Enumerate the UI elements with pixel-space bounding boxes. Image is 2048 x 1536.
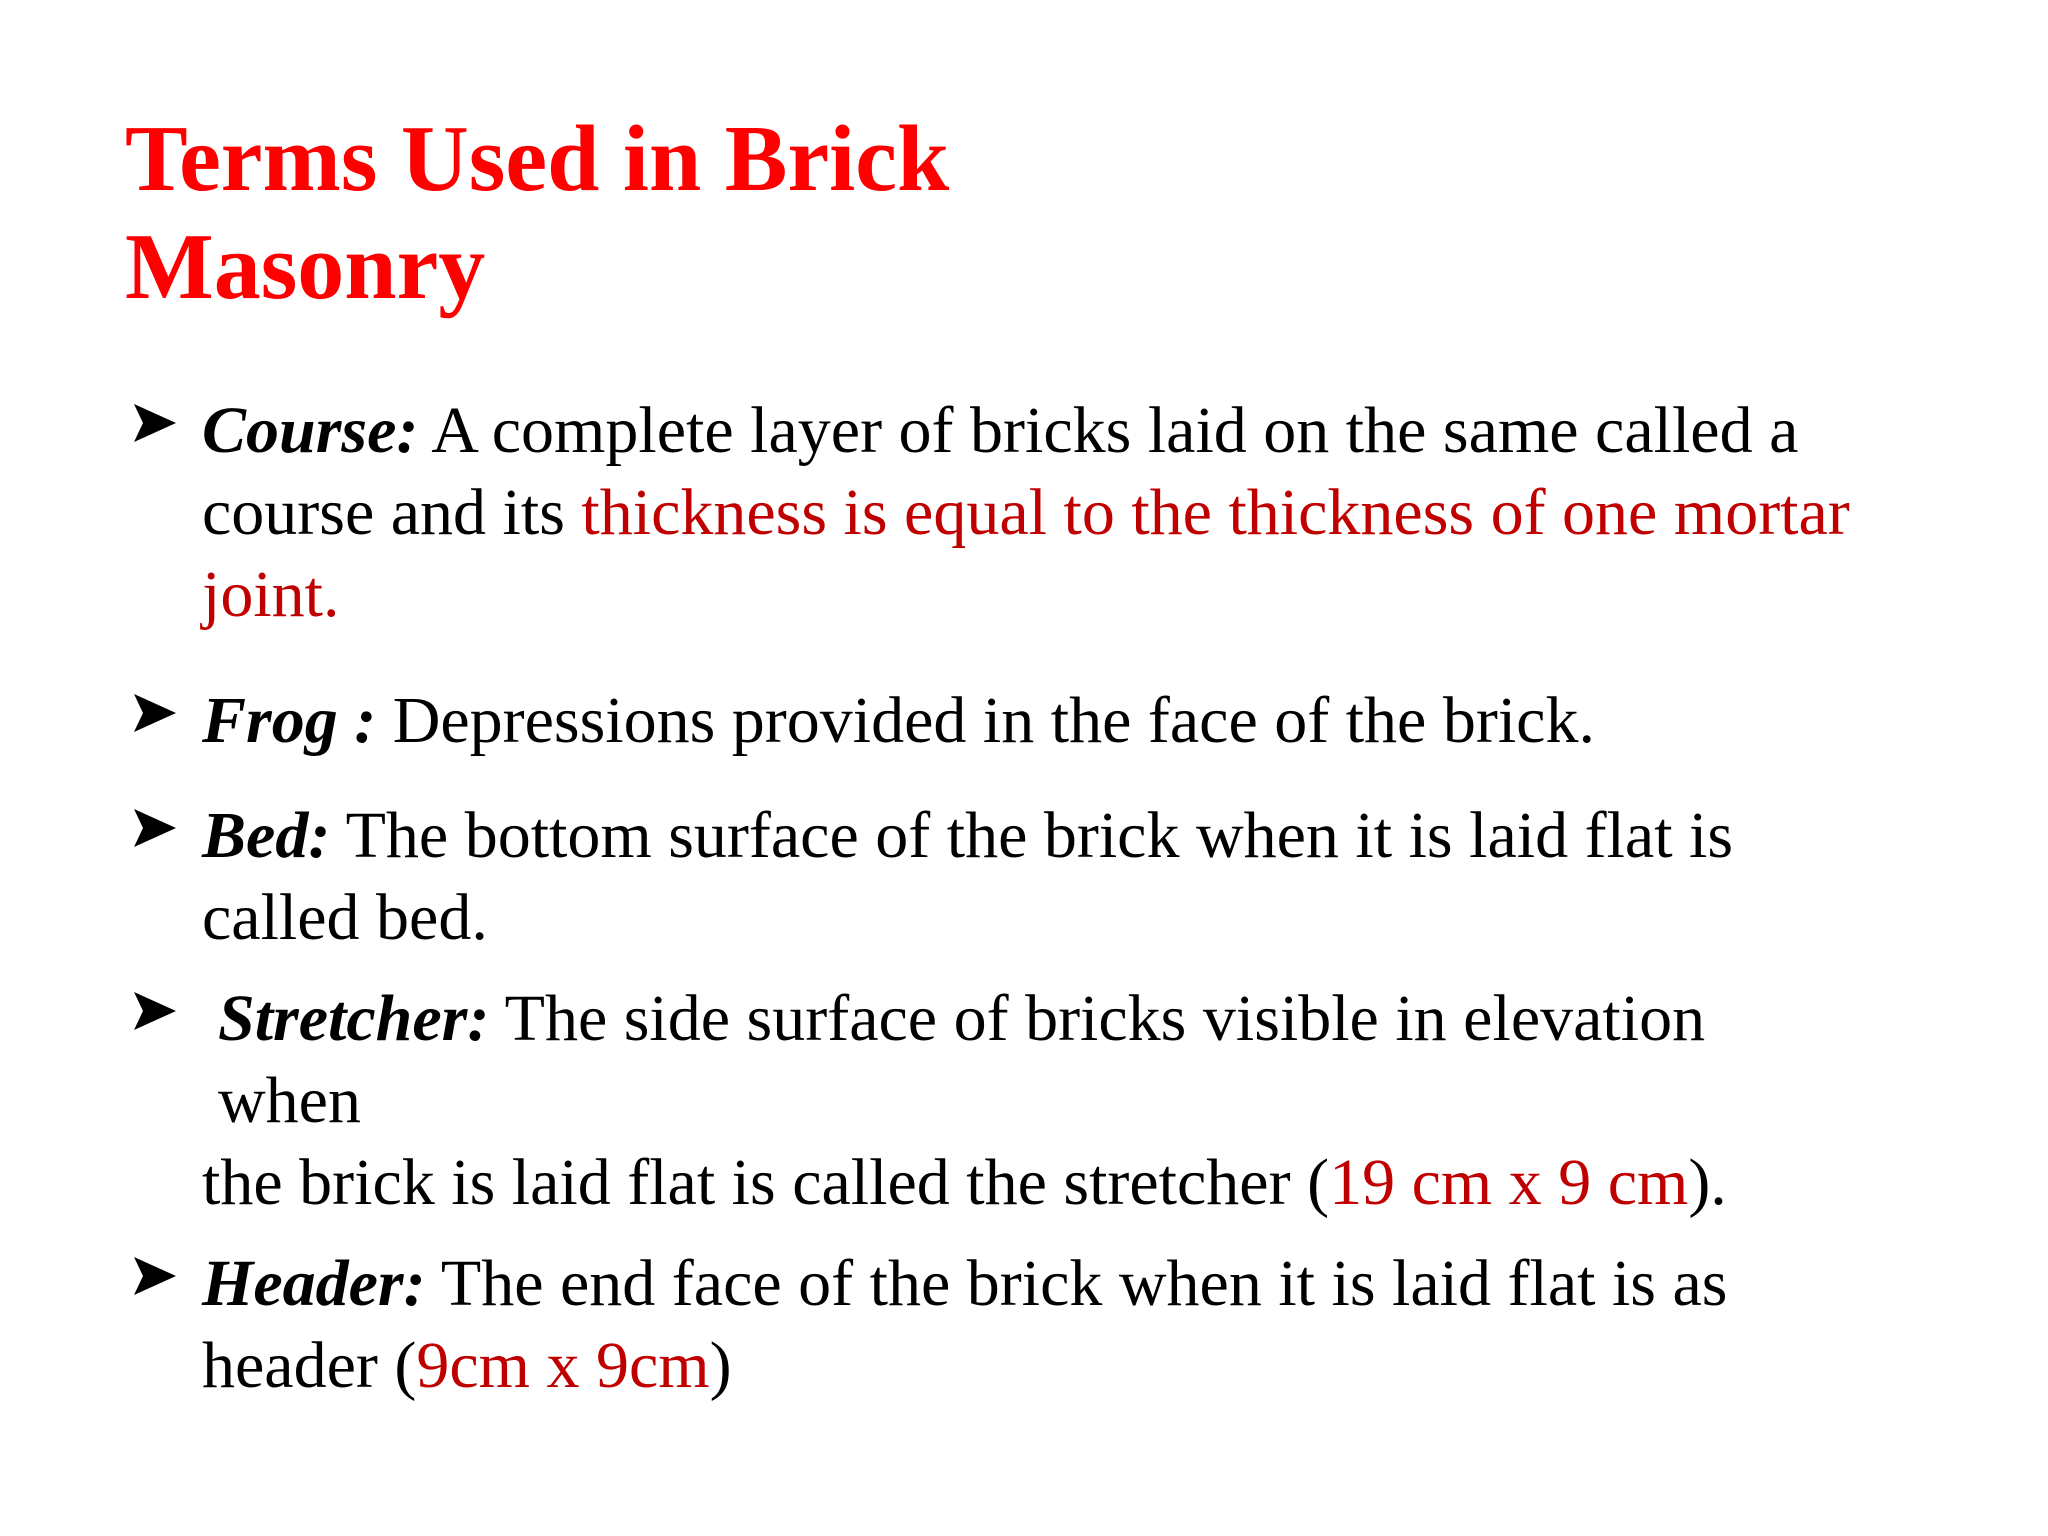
title-line-1: Terms Used in Brick: [125, 107, 950, 211]
frog-term: Frog :: [202, 684, 377, 757]
bed-term: Bed:: [202, 799, 331, 872]
bed-line-2: [202, 877, 488, 959]
stretcher-text-2: when: [218, 1064, 361, 1137]
arrowhead-bullet-icon: [130, 801, 180, 851]
course-highlight-1: thickness is equal to the thickness of one mortar: [581, 476, 1850, 549]
stretcher-text-3: the brick is laid flat is called the stretcher (: [202, 1146, 1330, 1219]
header-text-end: ): [709, 1329, 732, 1402]
arrowhead-bullet-icon: [130, 984, 180, 1034]
stretcher-text-end: ).: [1688, 1146, 1727, 1219]
course-highlight-2: joint.: [202, 558, 340, 631]
bed-line-1: [202, 795, 1733, 877]
arrowhead-bullet-icon: [130, 1249, 180, 1299]
course-text-1: A complete layer of bricks laid on the same called a: [418, 394, 1799, 467]
frog-text-1: Depressions provided in the face of the brick.: [376, 684, 1595, 757]
header-line-2: [202, 1325, 732, 1407]
stretcher-size: 19 cm x 9 cm: [1329, 1146, 1689, 1219]
header-line-1: [202, 1243, 1727, 1325]
stretcher-text-1: The side surface of bricks visible in elevation: [489, 982, 1706, 1055]
arrowhead-bullet-icon: [130, 396, 180, 446]
header-size: 9cm x 9cm: [416, 1329, 710, 1402]
course-line-1: [202, 390, 1798, 472]
header-term: Header:: [202, 1247, 426, 1320]
bed-text-2: called bed.: [202, 881, 488, 954]
slide-title: [125, 105, 949, 321]
course-text-2: course and its: [202, 476, 582, 549]
header-text-2: header (: [202, 1329, 417, 1402]
title-line-2: Masonry: [125, 215, 486, 319]
frog-line-1: [202, 680, 1595, 762]
course-line-3: [202, 554, 340, 636]
course-line-2: [202, 472, 1850, 554]
bed-text-1: The bottom surface of the brick when it is laid flat is: [330, 799, 1734, 872]
course-term: Course:: [202, 394, 419, 467]
arrowhead-bullet-icon: [130, 686, 180, 736]
stretcher-line-2: [218, 1060, 361, 1142]
stretcher-line-1: [218, 978, 1705, 1060]
stretcher-term: Stretcher:: [218, 982, 490, 1055]
header-text-1: The end face of the brick when it is laid flat is as: [425, 1247, 1728, 1320]
stretcher-line-3: [202, 1142, 1727, 1224]
